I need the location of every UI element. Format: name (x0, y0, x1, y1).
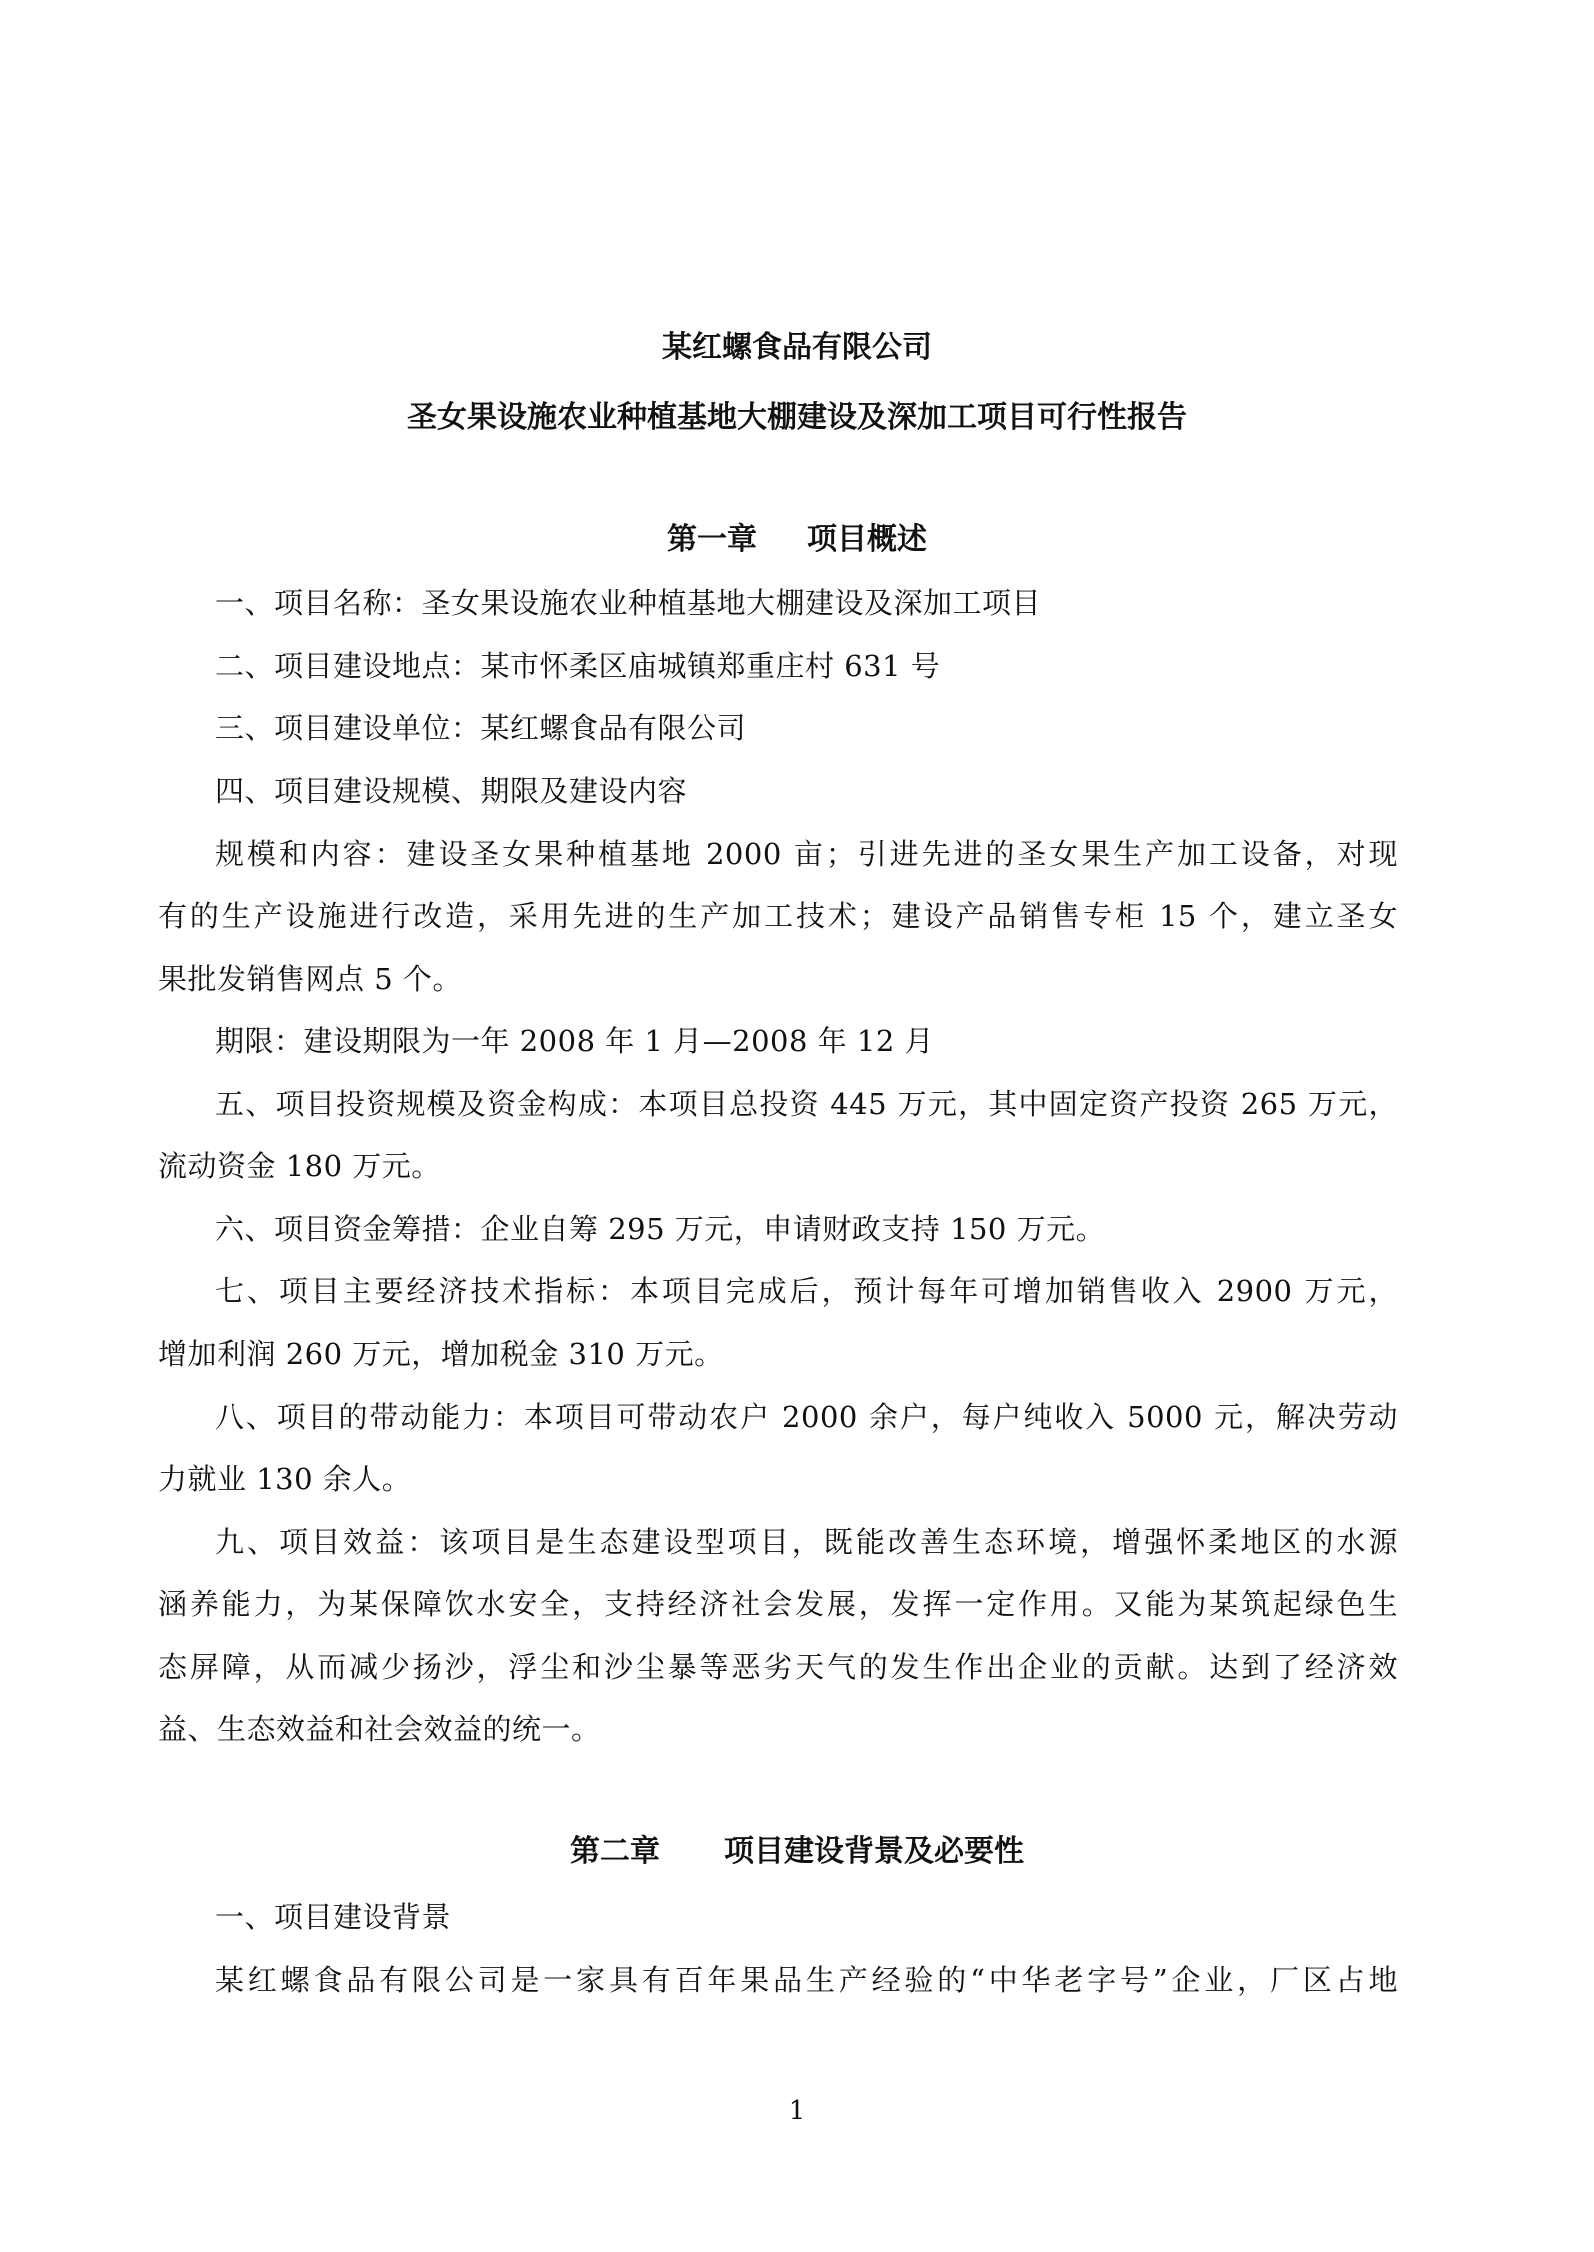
benefit-paragraph-line-2: 涵养能力，为某保障饮水安全，支持经济社会发展，发挥一定作用。又能为某筑起绿色生 (158, 1587, 1398, 1621)
chapter-1-number: 第一章 (667, 522, 757, 557)
chapter-1-heading (0, 520, 1594, 560)
benefit-paragraph-line-4: 益、生态效益和社会效益的统一。 (158, 1712, 601, 1746)
benefit-paragraph-line-1: 九、项目效益：该项目是生态建设型项目，既能改善生态环境，增强怀柔地区的水源 (215, 1525, 1398, 1559)
item-project-location: 二、项目建设地点：某市怀柔区庙城镇郑重庄村 631 号 (215, 649, 941, 683)
company-title: 某红螺食品有限公司 (662, 330, 932, 365)
chapter-2-title: 项目建设背景及必要性 (724, 1834, 1024, 1869)
item-period: 期限：建设期限为一年 2008 年 1 月—2008 年 12 月 (215, 1024, 934, 1058)
scale-paragraph-line-2: 有的生产设施进行改造，采用先进的生产加工技术；建设产品销售专柜 15 个，建立圣女 (158, 899, 1398, 933)
item-scale-heading: 四、项目建设规模、期限及建设内容 (215, 774, 688, 808)
page-number: 1 (788, 2096, 806, 2126)
chapter-2-paragraph-line-1: 某红螺食品有限公司是一家具有百年果品生产经验的“中华老字号”企业，厂区占地 (215, 1963, 1398, 1997)
item-project-unit: 三、项目建设单位：某红螺食品有限公司 (215, 711, 747, 745)
invest-paragraph-line-1: 五、项目投资规模及资金构成：本项目总投资 445 万元，其中固定资产投资 265 万元， (215, 1087, 1398, 1121)
econ-paragraph-line-2: 增加利润 260 万元，增加税金 310 万元。 (158, 1337, 724, 1371)
chapter-1-title: 项目概述 (807, 522, 927, 557)
econ-paragraph-line-1: 七、项目主要经济技术指标：本项目完成后，预计每年可增加销售收入 2900 万元， (215, 1274, 1398, 1308)
item-funding: 六、项目资金筹措：企业自筹 295 万元，申请财政支持 150 万元。 (215, 1212, 1106, 1246)
invest-paragraph-line-2: 流动资金 180 万元。 (158, 1149, 441, 1183)
drive-paragraph-line-1: 八、项目的带动能力：本项目可带动农户 2000 余户，每户纯收入 5000 元，解决劳动 (215, 1400, 1398, 1434)
scale-paragraph-line-3: 果批发销售网点 5 个。 (158, 962, 462, 996)
chapter-2-number: 第二章 (570, 1834, 660, 1869)
report-title: 圣女果设施农业种植基地大棚建设及深加工项目可行性报告 (407, 400, 1187, 435)
drive-paragraph-line-2: 力就业 130 余人。 (158, 1462, 412, 1496)
chapter-2-heading (0, 1832, 1594, 1872)
benefit-paragraph-line-3: 态屏障，从而减少扬沙，浮尘和沙尘暴等恶劣天气的发生作出企业的贡献。达到了经济效 (158, 1650, 1398, 1684)
item-project-name: 一、项目名称：圣女果设施农业种植基地大棚建设及深加工项目 (215, 586, 1042, 620)
chapter-2-section-1: 一、项目建设背景 (215, 1900, 452, 1934)
scale-paragraph-line-1: 规模和内容：建设圣女果种植基地 2000 亩；引进先进的圣女果生产加工设备，对现 (215, 837, 1398, 871)
